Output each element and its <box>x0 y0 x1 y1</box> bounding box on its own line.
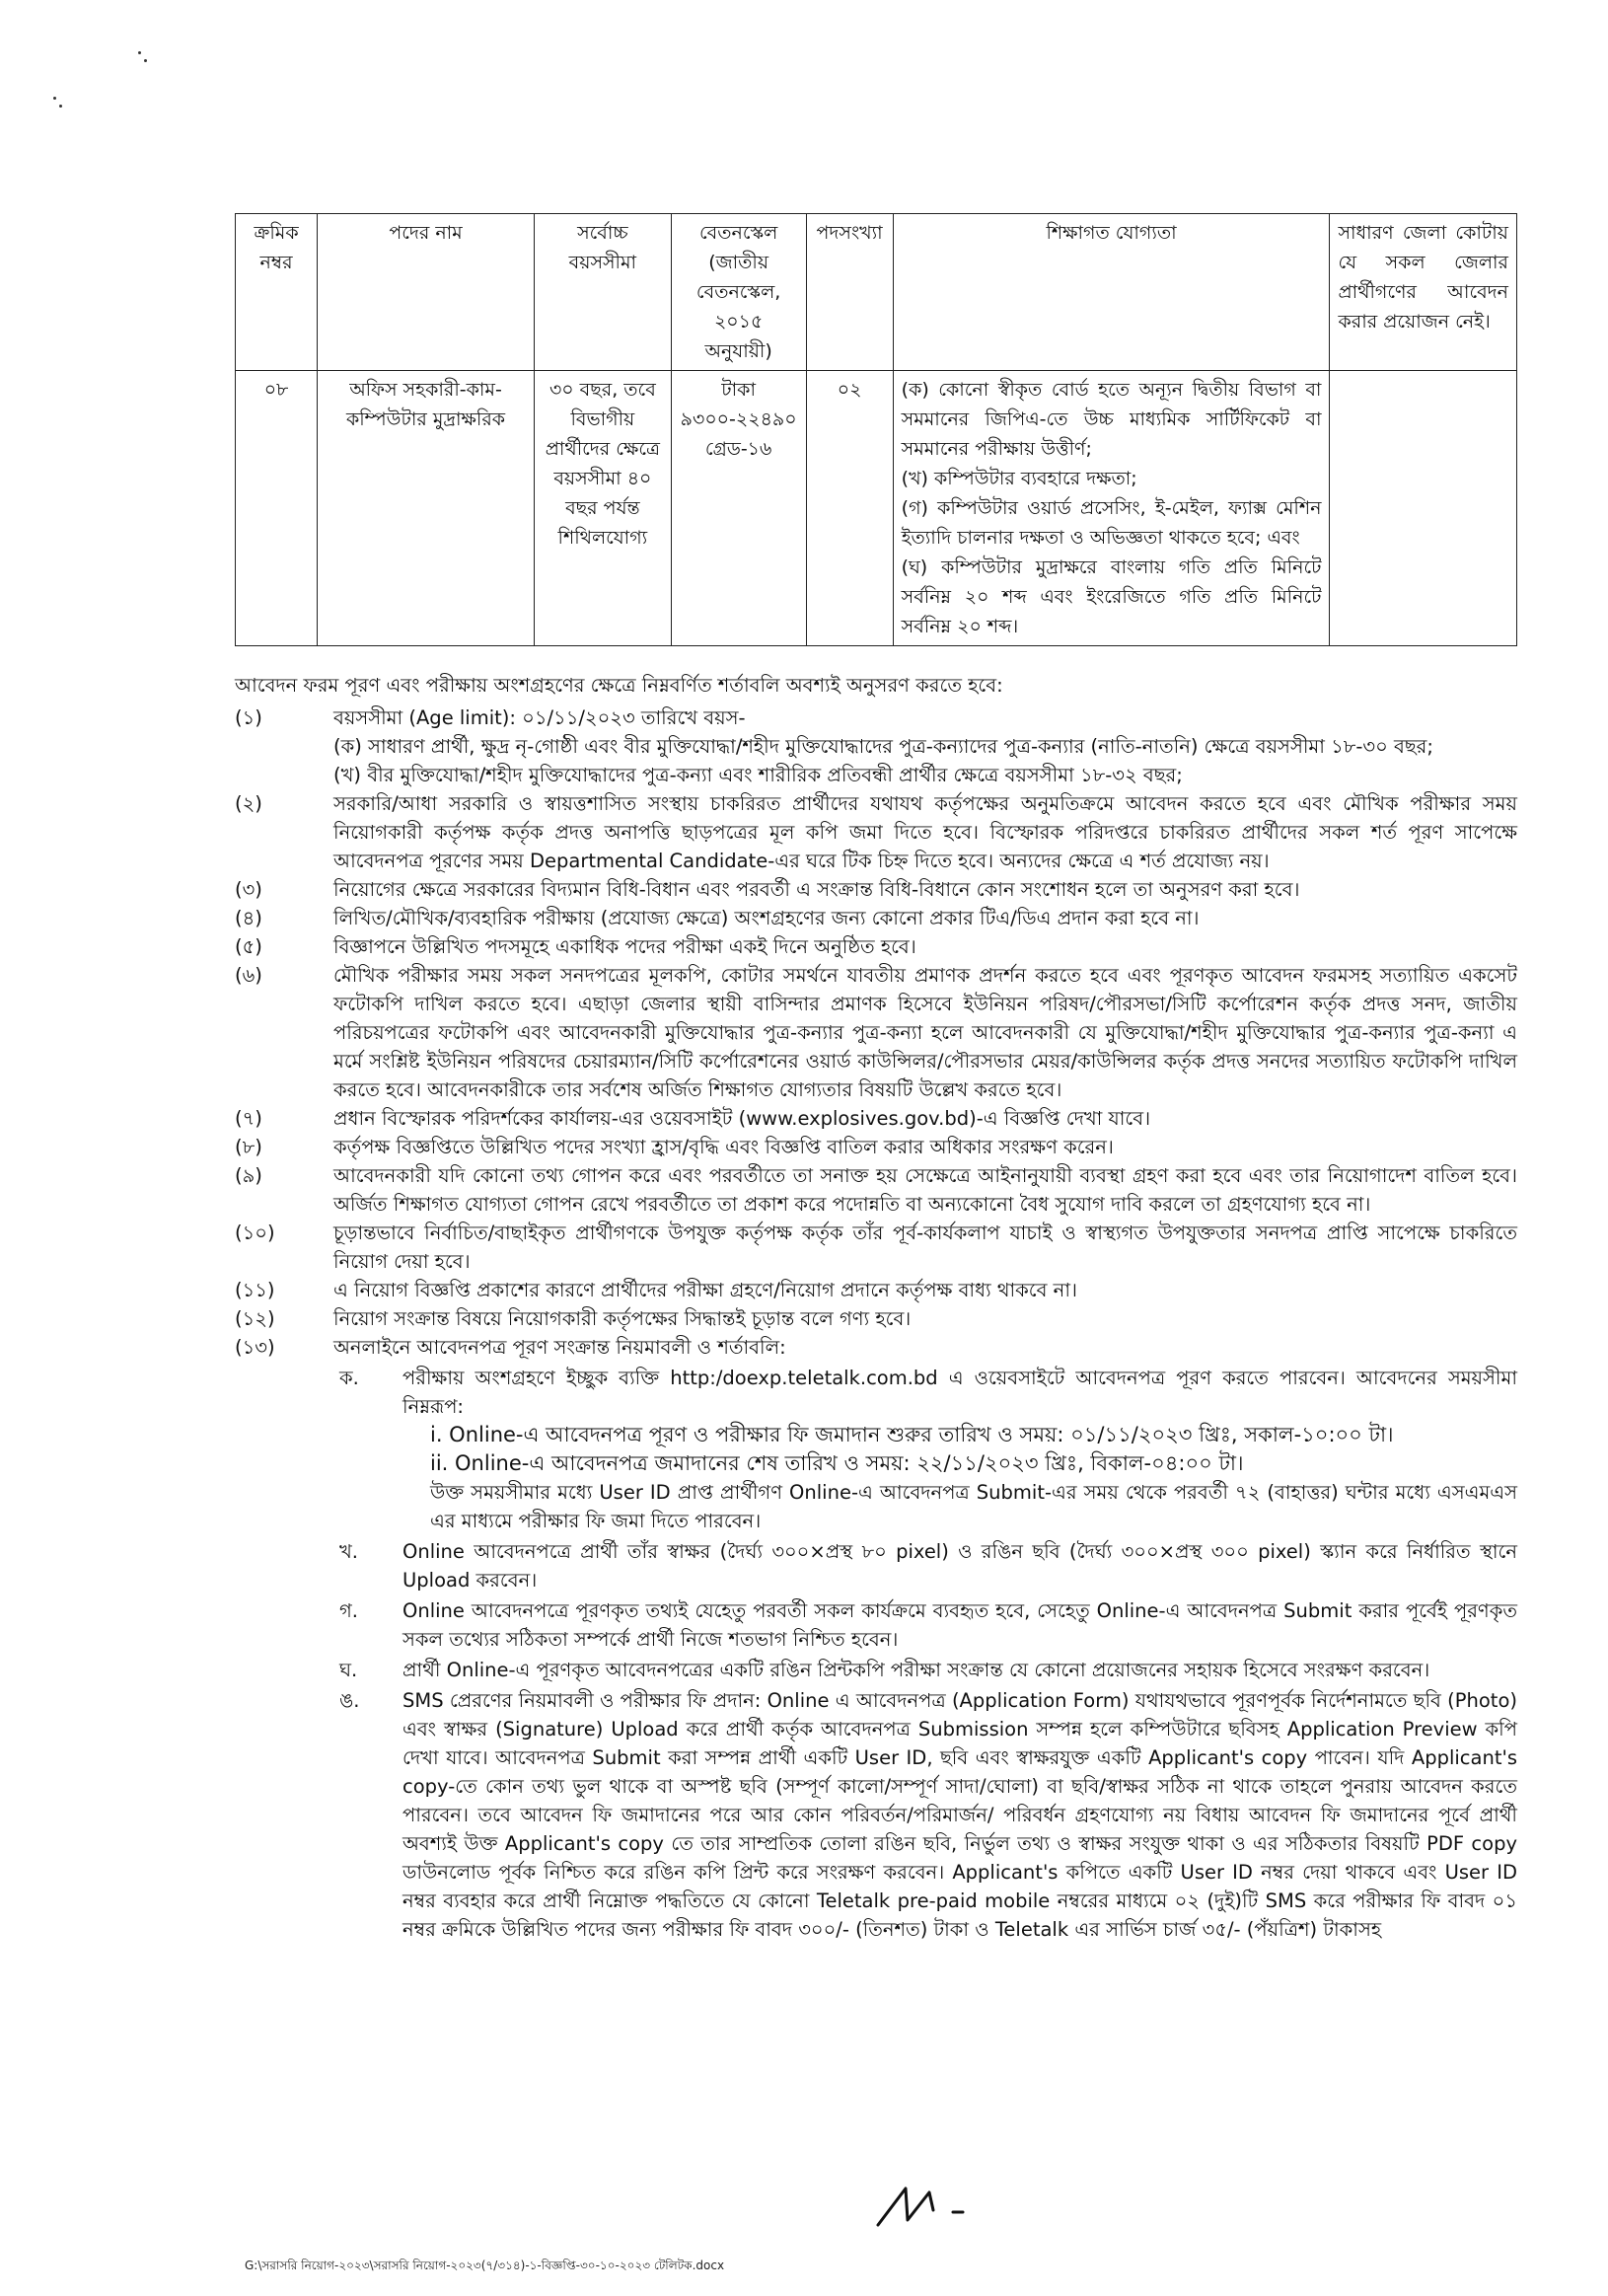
online-rule-item <box>333 1656 1517 1684</box>
cell-pay-scale: টাকা ৯৩০০-২২৪৯০ গ্রেড-১৬ <box>671 371 806 646</box>
cell-post-name: অফিস সহকারী-কাম-কম্পিউটার মুদ্রাক্ষরিক <box>318 371 535 646</box>
term-text: লিখিত/মৌখিক/ব্যবহারিক পরীক্ষায় (প্রযোজ্য ক্ষেত্রে) অংশগ্রহণের জন্য কোনো প্রকার টিএ/ডিএ প্রদান করা হবে না। <box>333 907 1200 929</box>
online-rule-item <box>333 1537 1517 1594</box>
term-text: আবেদনকারী যদি কোনো তথ্য গোপন করে এবং পরবর্তীতে তা সনাক্ত হয় সেক্ষেত্রে আইনানুযায়ী ব্যবস্থা গ্রহণ করা হবে এবং তার নিয়োগাদেশ বাতিল হবে। অর্জিত শিক্ষাগত যোগ্যতা গোপন রেখে পরবর্তীতে তা প্রকাশ করে পদোন্নতি বা অন্যকোনো বৈধ সুযোগ দাবি করলে তা গ্রহণযোগ্য হবে না। <box>333 1164 1517 1216</box>
term-item <box>235 1161 1517 1219</box>
header-qualification: শিক্ষাগত যোগ্যতা <box>893 214 1330 371</box>
term-item <box>235 704 1517 789</box>
term-item <box>235 875 1517 904</box>
header-pay-scale: বেতনস্কেল (জাতীয় বেতনস্কেল, ২০১৫ অনুযায়ী) <box>671 214 806 371</box>
online-rule-mark: খ. <box>339 1540 359 1563</box>
scan-speck <box>144 59 147 62</box>
term-text: বয়সসীমা (Age limit): ০১/১১/২০২৩ তারিখে বয়স- <box>333 706 746 729</box>
term-item <box>235 789 1517 875</box>
online-rule-text: পরীক্ষায় অংশগ্রহণে ইচ্ছুক ব্যক্তি http:/doexp.teletalk.com.bd এ ওয়েবসাইটে আবেদনপত্র পূরণ করতে পারবেন। আবেদনের সময়সীমা নিম্নরূপ: <box>402 1367 1517 1418</box>
term-text: সরকারি/আধা সরকারি ও স্বায়ত্তশাসিত সংস্থায় চাকরিরত প্রার্থীদের যথাযথ কর্তৃপক্ষের অনুমতিক্রমে আবেদন করতে হবে এবং মৌখিক পরীক্ষার সময় নিয়োগকারী কর্তৃপক্ষ কর্তৃক প্রদত্ত অনাপত্তি ছাড়পত্রের মূল কপি জমা দিতে হবে। বিস্ফোরক পরিদপ্তরে চাকরিরত প্রার্থীদের সকল শর্ত পূরণ সাপেক্ষে আবেদনপত্র পূরণের সময় Departmental Candidate-এর ঘরে টিক চিহ্ন দিতে হবে। অন্যদের ক্ষেত্রে এ শর্ত প্রযোজ্য নয়। <box>333 792 1517 872</box>
term-text: অনলাইনে আবেদনপত্র পূরণ সংক্রান্ত নিয়মাবলী ও শর্তাবলি: <box>333 1336 786 1359</box>
qualification-item: (ক) কোনো স্বীকৃত বোর্ড হতে অন্যূন দ্বিতীয় বিভাগ বা সমমানের জিপিএ-তে উচ্চ মাধ্যমিক সার্টিফিকেট বা সমমানের পরীক্ষায় উত্তীর্ণ; <box>901 379 1322 460</box>
online-rule-mark: ক. <box>339 1367 359 1389</box>
header-age-limit: সর্বোচ্চ বয়সসীমা <box>534 214 671 371</box>
term-number: (৮) <box>235 1136 262 1158</box>
online-rule-mark: ঘ. <box>339 1659 358 1681</box>
cell-serial: ০৮ <box>236 371 318 646</box>
table-row <box>236 371 1517 646</box>
online-rule-item <box>333 1686 1517 1944</box>
cell-qualification <box>893 371 1330 646</box>
term-text-website: প্রধান বিস্ফোরক পরিদর্শকের কার্যালয়-এর ওয়েবসাইট (www.explosives.gov.bd)-এ বিজ্ঞপ্তি দেখা যাবে। <box>333 1107 1151 1130</box>
header-post-name: পদের নাম <box>318 214 535 371</box>
online-rule-item <box>333 1364 1517 1535</box>
term-number: (৯) <box>235 1164 262 1187</box>
qualification-item: (গ) কম্পিউটার ওয়ার্ড প্রসেসিং, ই-মেইল, ফ্যাক্স মেশিন ইত্যাদি চালনার দক্ষতা ও অভিজ্ঞতা থাকতে হবে; এবং <box>901 497 1322 549</box>
term-text: এ নিয়োগ বিজ্ঞপ্তি প্রকাশের কারণে প্রার্থীদের পরীক্ষা গ্রহণে/নিয়োগ প্রদানে কর্তৃপক্ষ বাধ্য থাকবে না। <box>333 1279 1077 1301</box>
term-number: (৩) <box>235 878 262 901</box>
cell-post-count: ০২ <box>806 371 893 646</box>
term-item <box>235 1219 1517 1276</box>
scan-speck <box>59 105 62 108</box>
scan-speck <box>53 97 56 100</box>
term-subclause: (খ) বীর মুক্তিযোদ্ধা/শহীদ মুক্তিযোদ্ধাদের পুত্র-কন্যা এবং শারীরিক প্রতিবন্ধী প্রার্থীর ক্ষেত্রে বয়সসীমা ১৮-৩২ বছর; <box>333 764 1183 786</box>
term-number: (৭) <box>235 1107 262 1130</box>
term-text: মৌখিক পরীক্ষার সময় সকল সনদপত্রের মূলকপি, কোটার সমর্থনে যাবতীয় প্রমাণক প্রদর্শন করতে হবে এবং পূরণকৃত আবেদন ফরমসহ সত্যায়িত একসেট ফটোকপি দাখিল করতে হবে। এছাড়া জেলার স্থায়ী বাসিন্দার প্রমাণক হিসেবে ইউনিয়ন পরিষদ/পৌরসভা/সিটি কর্পোরেশন কর্তৃক প্রদত্ত সনদ, জাতীয় পরিচয়পত্রের ফটোকপি এবং আবেদনকারী মুক্তিযোদ্ধার পুত্র-কন্যার পুত্র-কন্যা হলে আবেদনকারী যে মুক্তিযোদ্ধা/শহীদ মুক্তিযোদ্ধার পুত্র-কন্যার পুত্র-কন্যা এ মর্মে সংশ্লিষ্ট ইউনিয়ন পরিষদের চেয়ারম্যান/সিটি কর্পোরেশনের ওয়ার্ড কাউন্সিলর/পৌরসভার মেয়র/কাউন্সিলর কর্তৃক প্রদত্ত সনদের সত্যায়িত ফটোকপি দাখিল করতে হবে। আবেদনকারীকে তার সর্বশেষ অর্জিত শিক্ষাগত যোগ্যতার বিষয়টি উল্লেখ করতে হবে। <box>333 964 1517 1101</box>
cell-district-quota <box>1330 371 1517 646</box>
online-rule-text: Online আবেদনপত্রে পূরণকৃত তথ্যই যেহেতু পরবর্তী সকল কার্যক্রমে ব্যবহৃত হবে, সেহেতু Online-এ আবেদনপত্র Submit করার পূর্বেই পূরণকৃত সকল তথ্যের সঠিকতা সম্পর্কে প্রার্থী নিজে শতভাগ নিশ্চিত হবেন। <box>402 1599 1517 1651</box>
posts-table <box>235 213 1517 646</box>
term-text: নিয়োগের ক্ষেত্রে সরকারের বিদ্যমান বিধি-বিধান এবং পরবর্তী এ সংক্রান্ত বিধি-বিধানে কোন সংশোধন হলে তা অনুসরণ করা হবে। <box>333 878 1300 901</box>
online-rule-item <box>333 1596 1517 1654</box>
term-item <box>235 1276 1517 1304</box>
term-text: বিজ্ঞাপনে উল্লিখিত পদসমূহে একাধিক পদের পরীক্ষা একই দিনে অনুষ্ঠিত হবে। <box>333 935 916 958</box>
qualification-item: (খ) কম্পিউটার ব্যবহারে দক্ষতা; <box>901 468 1137 489</box>
term-number: (৬) <box>235 964 262 987</box>
qualification-item: (ঘ) কম্পিউটার মুদ্রাক্ষরে বাংলায় গতি প্রতি মিনিটে সর্বনিম্ন ২০ শব্দ এবং ইংরেজিতে গতি প্রতি মিনিটে সর্বনিম্ন ২০ শব্দ। <box>901 556 1322 637</box>
term-number: (১) <box>235 706 262 729</box>
term-number: (১৩) <box>235 1336 275 1359</box>
signature-mark <box>868 2171 987 2240</box>
table-header-row <box>236 214 1517 371</box>
term-item <box>235 904 1517 932</box>
fee-payment-note: উক্ত সময়সীমার মধ্যে User ID প্রাপ্ত প্রার্থীগণ Online-এ আবেদনপত্র Submit-এর সময় থেকে পরবর্তী ৭২ (বাহাত্তর) ঘন্টার মধ্যে এসএমএস এর মাধ্যমে পরীক্ষার ফি জমা দিতে পারবেন। <box>430 1481 1517 1532</box>
online-rule-text: SMS প্রেরণের নিয়মাবলী ও পরীক্ষার ফি প্রদান: Online এ আবেদনপত্র (Application Form) যথাযথভাবে পূরণপূর্বক নির্দেশনামতে ছবি (Photo) এবং স্বাক্ষর (Signature) Upload করে প্রার্থী কর্তৃক আবেদনপত্র Submission সম্পন্ন হলে কম্পিউটারে ছবিসহ Application Preview কপি দেখা যাবে। আবেদনপত্র Submit করা সম্পন্ন প্রার্থী একটি User ID, ছবি এবং স্বাক্ষরযুক্ত একটি Applicant's copy পাবেন। যদি Applicant's copy-তে কোন তথ্য ভুল থাকে বা অস্পষ্ট ছবি (সম্পূর্ণ কালো/সম্পূর্ণ সাদা/ঘোলা) বা ছবি/স্বাক্ষর সঠিক না থাকে তাহলে পুনরায় আবেদন করতে পারবেন। তবে আবেদন ফি জমাদানের পরে আর কোন পরিবর্তন/পরিমার্জন/ পরিবর্ধন গ্রহণযোগ্য নয় বিধায় আবেদন ফি জমাদানের পূর্বে প্রার্থী অবশ্যই উক্ত Applicant's copy তে তার সাম্প্রতিক তোলা রঙিন ছবি, নির্ভুল তথ্য ও স্বাক্ষর সংযুক্ত থাকা ও এর সঠিকতার বিষয়টি PDF copy ডাউনলোড পূর্বক নিশ্চিত করে রঙিন কপি প্রিন্ট করে সংরক্ষণ করবেন। Applicant's কপিতে একটি User ID নম্বর দেয়া থাকবে এবং User ID নম্বর ব্যবহার করে প্রার্থী নিম্নোক্ত পদ্ধতিতে যে কোনো Teletalk pre-paid mobile নম্বরের মাধ্যমে ০২ (দুই)টি SMS করে পরীক্ষার ফি বাবদ ০১ নম্বর ক্রমিকে উল্লিখিত পদের জন্য পরীক্ষার ফি বাবদ ৩০০/- (তিনশত) টাকা ও Teletalk এর সার্ভিস চার্জ ৩৫/- (পঁয়ত্রিশ) টাকাসহ <box>402 1689 1517 1941</box>
cell-age-limit: ৩০ বছর, তবে বিভাগীয় প্রার্থীদের ক্ষেত্রে বয়সসীমা ৪০ বছর পর্যন্ত শিথিলযোগ্য <box>534 371 671 646</box>
online-rule-text: Online আবেদনপত্রে প্রার্থী তাঁর স্বাক্ষর (দৈর্ঘ্য ৩০০×প্রস্থ ৮০ pixel) ও রঙিন ছবি (দৈর্ঘ্য ৩০০×প্রস্থ ৩০০ pixel) স্ক্যান করে নির্ধারিত স্থানে Upload করবেন। <box>402 1540 1517 1592</box>
scan-speck <box>138 51 141 54</box>
term-number: (১১) <box>235 1279 275 1301</box>
term-text: কর্তৃপক্ষ বিজ্ঞপ্তিতে উল্লিখিত পদের সংখ্যা হ্রাস/বৃদ্ধি এবং বিজ্ঞপ্তি বাতিল করার অধিকার সংরক্ষণ করেন। <box>333 1136 1114 1158</box>
term-item <box>235 1133 1517 1161</box>
header-district-quota: সাধারণ জেলা কোটায় যে সকল জেলার প্রার্থীগণের আবেদন করার প্রয়োজন নেই। <box>1330 214 1517 371</box>
term-text: নিয়োগ সংক্রান্ত বিষয়ে নিয়োগকারী কর্তৃপক্ষের সিদ্ধান্তই চূড়ান্ত বলে গণ্য হবে। <box>333 1307 912 1330</box>
header-serial: ক্রমিক নম্বর <box>236 214 318 371</box>
application-end-date: ii. Online-এ আবেদনপত্র জমাদানের শেষ তারিখ ও সময়: ২২/১১/২০২৩ খ্রিঃ, বিকাল-০৪:০০ টা। <box>430 1451 1244 1475</box>
term-number: (৪) <box>235 907 262 929</box>
footer-file-path: G:\সরাসরি নিয়োগ-২০২৩\সরাসরি নিয়োগ-২০২৩(৭/৩১৪)-১-বিজ্ঞপ্তি-৩০-১০-২০২৩ টেলিটক.docx <box>245 2259 725 2272</box>
terms-intro: আবেদন ফরম পূরণ এবং পরীক্ষায় অংশগ্রহণের ক্ষেত্রে নিম্নবর্ণিত শর্তাবলি অবশ্যই অনুসরণ করতে হবে: <box>235 674 1003 697</box>
term-number: (৫) <box>235 935 262 958</box>
terms-section <box>235 671 1517 1944</box>
header-post-count: পদসংখ্যা <box>806 214 893 371</box>
term-item <box>235 1304 1517 1333</box>
term-number: (২) <box>235 792 262 815</box>
application-start-date: i. Online-এ আবেদনপত্র পূরণ ও পরীক্ষার ফি জমাদান শুরুর তারিখ ও সময়: ০১/১১/২০২৩ খ্রিঃ, সকাল-১০:০০ টা। <box>430 1423 1394 1446</box>
term-text: চূড়ান্তভাবে নির্বাচিত/বাছাইকৃত প্রার্থীগণকে উপযুক্ত কর্তৃপক্ষ কর্তৃক তাঁর পূর্ব-কার্যকলাপ যাচাই ও স্বাস্থ্যগত উপযুক্ততার সনদপত্র প্রাপ্তি সাপেক্ষে চাকরিতে নিয়োগ দেয়া হবে। <box>333 1222 1517 1273</box>
term-item <box>235 1333 1517 1944</box>
term-subclause: (ক) সাধারণ প্রার্থী, ক্ষুদ্র নৃ-গোষ্ঠী এবং বীর মুক্তিযোদ্ধা/শহীদ মুক্তিযোদ্ধাদের পুত্র-কন্যাদের পুত্র-কন্যার (নাতি-নাতনি) ক্ষেত্রে বয়সসীমা ১৮-৩০ বছর; <box>333 735 1433 758</box>
term-item <box>235 1104 1517 1133</box>
online-rule-text: প্রার্থী Online-এ পূরণকৃত আবেদনপত্রের একটি রঙিন প্রিন্টকপি পরীক্ষা সংক্রান্ত যে কোনো প্রয়োজনের সহায়ক হিসেবে সংরক্ষণ করবেন। <box>402 1659 1430 1681</box>
term-item <box>235 932 1517 961</box>
online-rule-mark: গ. <box>339 1599 358 1622</box>
term-number: (১২) <box>235 1307 275 1330</box>
term-item <box>235 961 1517 1104</box>
term-number: (১০) <box>235 1222 275 1244</box>
online-rule-mark: ঙ. <box>339 1689 360 1712</box>
